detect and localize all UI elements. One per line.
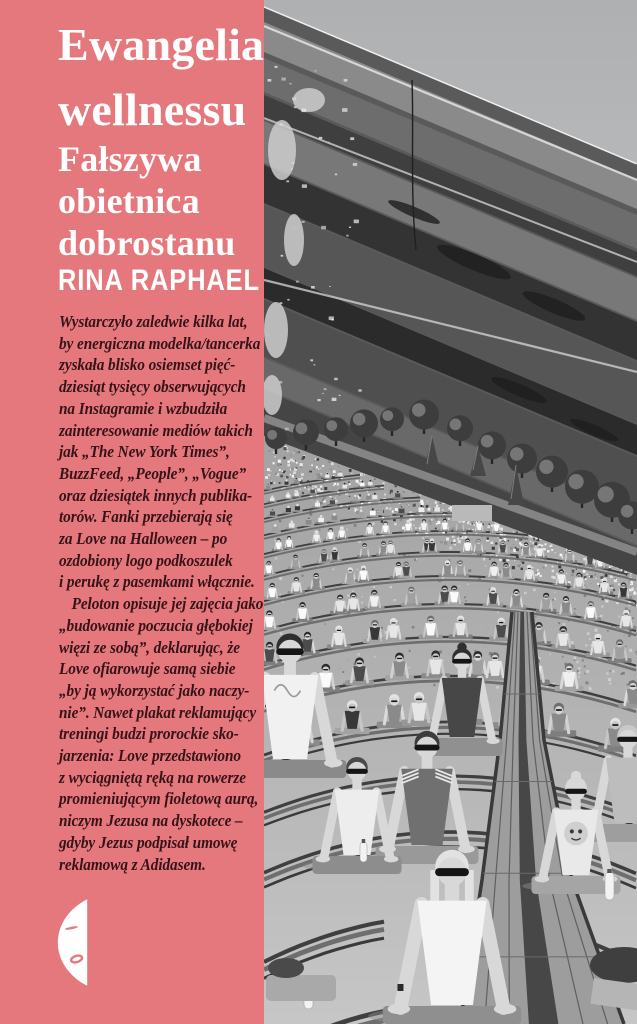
blurb-line: „budowanie poczucia głębokiej — [59, 615, 253, 635]
blurb-line: zyskała blisko osiemset pięć- — [59, 355, 236, 375]
blurb-line: za Love na Halloween – po — [59, 529, 228, 549]
blurb-line: jak „The New York Times”, — [59, 442, 230, 462]
blurb-line: gdyby Jezus podpisał umowę — [59, 832, 238, 852]
blurb-line: torów. Fanki przebierają się — [59, 507, 233, 527]
blurb-line: „by ją wykorzystać jako naczy- — [59, 680, 250, 700]
blurb-line: i perukę z pasemkami włącznie. — [59, 572, 255, 592]
blurb-line: więzi ze sobą”, deklarując, że — [59, 637, 240, 657]
blurb-line: ozdobiony logo podkoszulek — [59, 550, 233, 570]
title-line-2: wellnessu — [58, 84, 247, 135]
subtitle-line-2: obietnica — [58, 181, 200, 221]
subtitle-line-3: dobrostanu — [58, 223, 236, 263]
blurb-line: na Instagramie i wzbudziła — [59, 398, 228, 418]
blurb-line: zainteresowanie mediów takich — [59, 420, 253, 440]
yoga-amphitheatre-photo — [264, 0, 637, 1024]
blurb-paragraph-1 — [59, 311, 273, 593]
blurb-paragraph-2 — [59, 593, 273, 875]
blurb-line: dziesiąt tysięcy obserwujących — [59, 377, 246, 397]
blurb-line: Love ofiarowuje samą siebie — [59, 659, 236, 679]
subtitle-line-1: Fałszywa — [58, 139, 202, 179]
publisher-logo-crescent-moon-icon — [57, 898, 88, 987]
left-panel — [0, 0, 264, 1024]
blurb-line: z wyciągniętą ręką na rowerze — [59, 767, 246, 787]
book-subtitle — [58, 138, 235, 264]
blurb-line: jarzenia: Love przedstawiono — [59, 746, 241, 766]
blurb-line: promieniującym fioletową aurą, — [59, 789, 259, 809]
cover-photo — [264, 0, 637, 1024]
blurb-line: Peloton opisuje jej zajęcia jako — [71, 594, 264, 614]
blurb-line: nie”. Nawet plakat reklamujący — [59, 702, 257, 722]
blurb-line: Wystarczyło zaledwie kilka lat, — [59, 312, 248, 331]
book-title — [58, 12, 264, 142]
title-line-1: Ewangelia — [58, 19, 265, 70]
blurb-line: oraz dziesiątek innych publika- — [59, 485, 253, 505]
blurb-line: by energiczna modelka/tancerka — [59, 333, 261, 353]
blurb-line: treningi budzi prorockie sko- — [59, 724, 239, 744]
blurb-line: reklamową z Adidasem. — [59, 854, 206, 874]
blurb-text — [59, 311, 273, 875]
blurb-line: BuzzFeed, „People”, „Vogue” — [59, 463, 247, 483]
blurb-line: niczym Jezusa na dyskotece – — [59, 811, 243, 831]
author-name: RINA RAPHAEL — [58, 264, 260, 297]
